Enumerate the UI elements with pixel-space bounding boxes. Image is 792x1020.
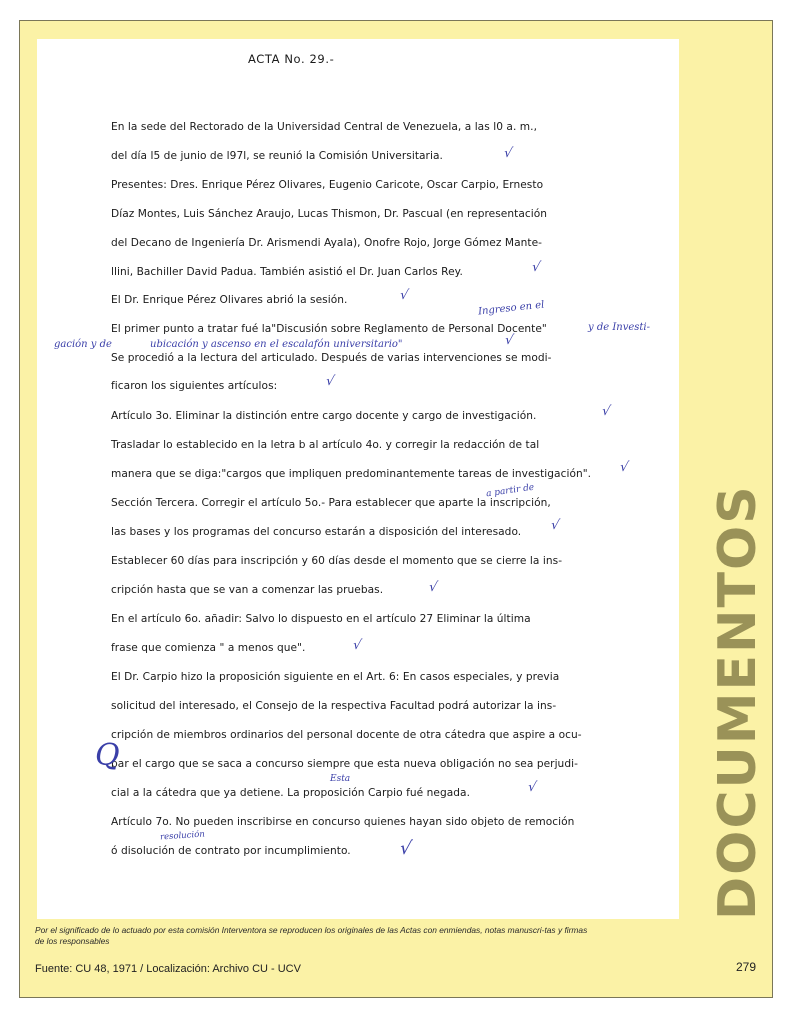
document-line-12: Trasladar lo establecido en la letra b al artículo 4o. y corregir la redacción de tal: [111, 439, 540, 451]
document-line-8: El primer punto a tratar fué la"Discusión sobre Reglamento de Personal Docente": [111, 323, 547, 335]
document-line-20: El Dr. Carpio hizo la proposición siguiente en el Art. 6: En casos especiales, y previa: [111, 671, 560, 683]
checkmark-icon: √: [351, 638, 363, 653]
checkmark-icon: √: [398, 838, 414, 859]
document-line-9: Se procedió a la lectura del articulado. Después de varias intervenciones se modi-: [111, 352, 552, 364]
document-line-19: frase que comienza " a menos que".: [111, 642, 306, 654]
document-line-1: En la sede del Rectorado de la Universidad Central de Venezuela, a las l0 a. m.,: [111, 121, 537, 133]
handwritten-note-ingreso: Ingreso en el: [477, 299, 545, 318]
document-line-10: ficaron los siguientes artículos:: [111, 380, 278, 392]
document-line-25: Artículo 7o. No pueden inscribirse en concurso quienes hayan sido objeto de remoción: [111, 816, 575, 828]
document-line-16: Establecer 60 días para inscripción y 60 días desde el momento que se cierre la ins-: [111, 555, 563, 567]
checkmark-icon: √: [324, 374, 336, 389]
document-line-5: del Decano de Ingeniería Dr. Arismendi Ayala), Onofre Rojo, Jorge Gómez Mante-: [111, 237, 543, 249]
document-line-14: Sección Tercera. Corregir el artículo 5o.- Para establecer que aparte la inscripción,: [111, 497, 551, 509]
documentos-label: DOCUMENTOS: [708, 484, 768, 920]
checkmark-icon: √: [549, 518, 561, 533]
document-line-3: Presentes: Dres. Enrique Pérez Olivares, Eugenio Caricote, Oscar Carpio, Ernesto: [111, 179, 544, 191]
checkmark-icon: √: [427, 580, 439, 595]
document-line-2: del día l5 de junio de l97l, se reunió la Comisión Universitaria.: [111, 150, 443, 162]
document-line-21: solicitud del interesado, el Consejo de la respectiva Facultad podrá autorizar la ins-: [111, 700, 557, 712]
document-title: ACTA No. 29.-: [248, 52, 335, 66]
handwritten-note-a-partir-de: a partir de: [485, 482, 535, 500]
handwritten-note-esta: Esta: [330, 774, 351, 784]
handwritten-note-gacion: gación y de: [54, 339, 112, 350]
document-line-23: par el cargo que se saca a concurso siempre que esta nueva obligación no sea perjudi-: [111, 758, 578, 770]
handwritten-note-ubicacion: ubicación y ascenso en el escalafón universitario": [150, 339, 403, 350]
document-line-24: cial a la cátedra que ya detiene. La proposición Carpio fué negada.: [111, 787, 470, 799]
handwritten-signature-icon: Q: [95, 738, 120, 773]
document-line-18: En el artículo 6o. añadir: Salvo lo dispuesto en el artículo 27 Eliminar la última: [111, 613, 531, 625]
checkmark-icon: √: [600, 404, 612, 419]
handwritten-note-investigacion: y de Investi-: [588, 322, 651, 333]
document-line-4: Díaz Montes, Luis Sánchez Araujo, Lucas Thismon, Dr. Pascual (en representación: [111, 208, 548, 220]
document-line-26: ó disolución de contrato por incumplimiento.: [111, 845, 351, 857]
page-number: 279: [735, 960, 756, 974]
document-line-17: cripción hasta que se van a comenzar las pruebas.: [111, 584, 384, 596]
document-line-6: llini, Bachiller David Padua. También asistió el Dr. Juan Carlos Rey.: [111, 266, 463, 278]
checkmark-icon: √: [398, 288, 410, 303]
handwritten-note-resolucion: resolución: [159, 829, 206, 843]
document-line-22: cripción de miembros ordinarios del personal docente de otra cátedra que aspire a ocu-: [111, 729, 582, 741]
document-line-15: las bases y los programas del concurso estarán a disposición del interesado.: [111, 526, 522, 538]
checkmark-icon: √: [503, 333, 515, 348]
document-line-11: Artículo 3o. Eliminar la distinción entre cargo docente y cargo de investigación.: [111, 410, 537, 422]
checkmark-icon: √: [526, 780, 538, 795]
checkmark-icon: √: [502, 146, 514, 161]
document-line-7: El Dr. Enrique Pérez Olivares abrió la sesión.: [111, 294, 348, 306]
checkmark-icon: √: [618, 460, 630, 475]
checkmark-icon: √: [530, 260, 542, 275]
document-line-13: manera que se diga:"cargos que impliquen predominantemente tareas de investigación".: [111, 468, 592, 480]
footer-source: Fuente: CU 48, 1971 / Localización: Archivo CU - UCV: [35, 963, 301, 975]
footer-caption: Por el significado de lo actuado por esta comisión Interventora se reproducen los originales de las Actas con enmiendas, notas manuscri-tas y firmas de los responsables: [35, 925, 588, 946]
